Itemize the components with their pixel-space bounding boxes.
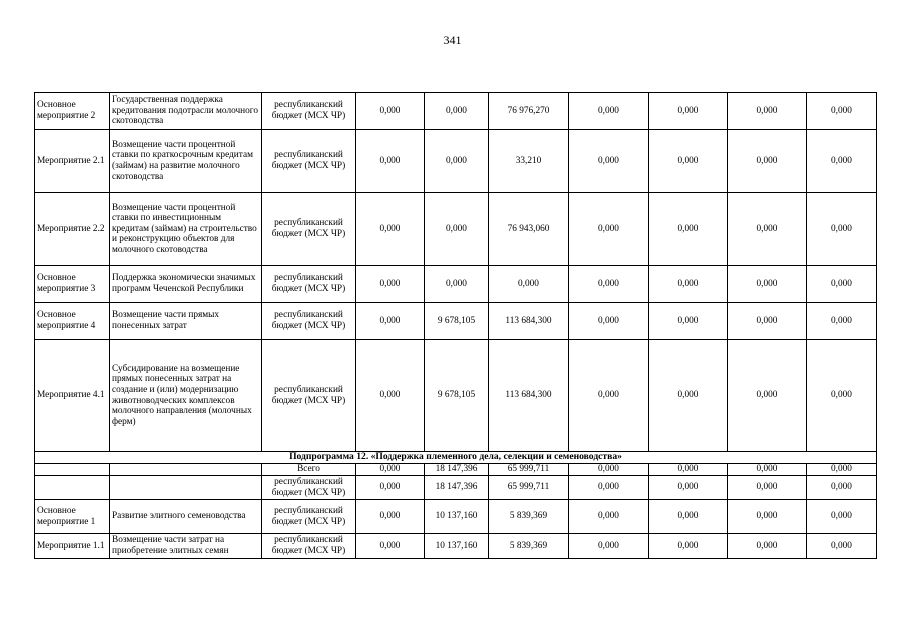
amount-cell: 0,000: [807, 476, 877, 500]
funding-source-cell: Всего: [262, 464, 356, 476]
amount-cell: 0,000: [569, 130, 649, 193]
amount-cell: 0,000: [649, 303, 728, 340]
amount-cell: 0,000: [649, 534, 728, 559]
amount-cell: 0,000: [807, 93, 877, 130]
amount-cell: 0,000: [649, 193, 728, 266]
funding-source-cell: республиканский бюджет (МСХ ЧР): [262, 476, 356, 500]
measure-description-cell: [110, 476, 262, 500]
table-row: [35, 193, 877, 266]
measure-description-cell: Возмещение части процентной ставки по краткосрочным кредитам (займам) на развитие молочного скотоводства: [110, 130, 262, 193]
amount-cell: 76 943,060: [489, 193, 569, 266]
funding-source-cell: республиканский бюджет (МСХ ЧР): [262, 93, 356, 130]
amount-cell: 10 137,160: [425, 500, 489, 534]
amount-cell: 10 137,160: [425, 534, 489, 559]
table-row: [35, 464, 877, 476]
measure-description-cell: Возмещение части затрат на приобретение элитных семян: [110, 534, 262, 559]
amount-cell: 0,000: [728, 500, 807, 534]
amount-cell: 0,000: [569, 340, 649, 452]
amount-cell: 113 684,300: [489, 340, 569, 452]
measure-name-cell: Мероприятие 2.2: [35, 193, 110, 266]
subprogram-title: Подпрограмма 12. «Поддержка племенного дела, селекции и семеноводства»: [35, 452, 877, 464]
amount-cell: 65 999,711: [489, 476, 569, 500]
amount-cell: 0,000: [649, 476, 728, 500]
amount-cell: 76 976,270: [489, 93, 569, 130]
amount-cell: 0,000: [569, 534, 649, 559]
funding-source-cell: республиканский бюджет (МСХ ЧР): [262, 130, 356, 193]
amount-cell: 0,000: [569, 500, 649, 534]
measure-description-cell: Развитие элитного семеноводства: [110, 500, 262, 534]
funding-source-cell: республиканский бюджет (МСХ ЧР): [262, 193, 356, 266]
amount-cell: 18 147,396: [425, 464, 489, 476]
funding-source-cell: республиканский бюджет (МСХ ЧР): [262, 303, 356, 340]
table-row: [35, 476, 877, 500]
amount-cell: 0,000: [489, 266, 569, 303]
amount-cell: 0,000: [569, 93, 649, 130]
amount-cell: 18 147,396: [425, 476, 489, 500]
table-row: [35, 500, 877, 534]
amount-cell: 0,000: [356, 500, 425, 534]
amount-cell: 0,000: [356, 266, 425, 303]
amount-cell: 0,000: [728, 464, 807, 476]
amount-cell: 0,000: [569, 303, 649, 340]
amount-cell: 0,000: [649, 340, 728, 452]
amount-cell: 0,000: [569, 266, 649, 303]
amount-cell: 0,000: [807, 303, 877, 340]
measure-name-cell: Мероприятие 1.1: [35, 534, 110, 559]
amount-cell: 0,000: [728, 303, 807, 340]
amount-cell: 0,000: [649, 266, 728, 303]
amount-cell: 0,000: [807, 130, 877, 193]
budget-table: [34, 92, 877, 559]
amount-cell: 0,000: [356, 340, 425, 452]
amount-cell: 0,000: [425, 193, 489, 266]
measure-name-cell: Основное мероприятие 1: [35, 500, 110, 534]
funding-source-cell: республиканский бюджет (МСХ ЧР): [262, 266, 356, 303]
measure-description-cell: Возмещение части процентной ставки по инвестиционным кредитам (займам) на строительство и реконструкцию объектов для молочного скотоводства: [110, 193, 262, 266]
measure-name-cell: Основное мероприятие 4: [35, 303, 110, 340]
amount-cell: 5 839,369: [489, 534, 569, 559]
amount-cell: 0,000: [728, 340, 807, 452]
funding-source-cell: республиканский бюджет (МСХ ЧР): [262, 340, 356, 452]
amount-cell: 0,000: [807, 193, 877, 266]
amount-cell: 0,000: [728, 534, 807, 559]
amount-cell: 0,000: [807, 266, 877, 303]
measure-description-cell: [110, 464, 262, 476]
subprogram-header-row: [35, 452, 877, 464]
amount-cell: 0,000: [728, 93, 807, 130]
amount-cell: 0,000: [356, 193, 425, 266]
amount-cell: 0,000: [807, 500, 877, 534]
amount-cell: 0,000: [728, 193, 807, 266]
amount-cell: 0,000: [569, 476, 649, 500]
table-row: [35, 130, 877, 193]
amount-cell: 0,000: [356, 534, 425, 559]
amount-cell: 0,000: [649, 93, 728, 130]
amount-cell: 0,000: [425, 93, 489, 130]
amount-cell: 0,000: [649, 130, 728, 193]
table-row: [35, 303, 877, 340]
amount-cell: 65 999,711: [489, 464, 569, 476]
amount-cell: 0,000: [649, 500, 728, 534]
amount-cell: 0,000: [807, 464, 877, 476]
measure-name-cell: [35, 476, 110, 500]
amount-cell: 0,000: [649, 464, 728, 476]
amount-cell: 113 684,300: [489, 303, 569, 340]
amount-cell: 5 839,369: [489, 500, 569, 534]
amount-cell: 9 678,105: [425, 303, 489, 340]
amount-cell: 0,000: [425, 266, 489, 303]
amount-cell: 0,000: [807, 534, 877, 559]
amount-cell: 0,000: [569, 464, 649, 476]
amount-cell: 0,000: [356, 464, 425, 476]
measure-name-cell: Мероприятие 2.1: [35, 130, 110, 193]
table-row: [35, 534, 877, 559]
amount-cell: 0,000: [807, 340, 877, 452]
table-row: [35, 93, 877, 130]
measure-description-cell: Субсидирование на возмещение прямых понесенных затрат на создание и (или) модернизацию животноводческих комплексов молочного направления (молочных ферм): [110, 340, 262, 452]
measure-name-cell: Основное мероприятие 3: [35, 266, 110, 303]
amount-cell: 9 678,105: [425, 340, 489, 452]
amount-cell: 0,000: [569, 193, 649, 266]
amount-cell: 0,000: [356, 130, 425, 193]
measure-name-cell: Мероприятие 4.1: [35, 340, 110, 452]
funding-source-cell: республиканский бюджет (МСХ ЧР): [262, 500, 356, 534]
funding-source-cell: республиканский бюджет (МСХ ЧР): [262, 534, 356, 559]
amount-cell: 33,210: [489, 130, 569, 193]
amount-cell: 0,000: [356, 303, 425, 340]
page-number: 341: [443, 33, 462, 47]
amount-cell: 0,000: [425, 130, 489, 193]
measure-description-cell: Государственная поддержка кредитования подотрасли молочного скотоводства: [110, 93, 262, 130]
amount-cell: 0,000: [728, 476, 807, 500]
measure-name-cell: [35, 464, 110, 476]
table-row: [35, 266, 877, 303]
table-row: [35, 340, 877, 452]
amount-cell: 0,000: [728, 266, 807, 303]
amount-cell: 0,000: [356, 476, 425, 500]
amount-cell: 0,000: [728, 130, 807, 193]
measure-description-cell: Поддержка экономически значимых программ Чеченской Республики: [110, 266, 262, 303]
table-body: [35, 93, 877, 559]
measure-description-cell: Возмещение части прямых понесенных затрат: [110, 303, 262, 340]
amount-cell: 0,000: [356, 93, 425, 130]
measure-name-cell: Основное мероприятие 2: [35, 93, 110, 130]
